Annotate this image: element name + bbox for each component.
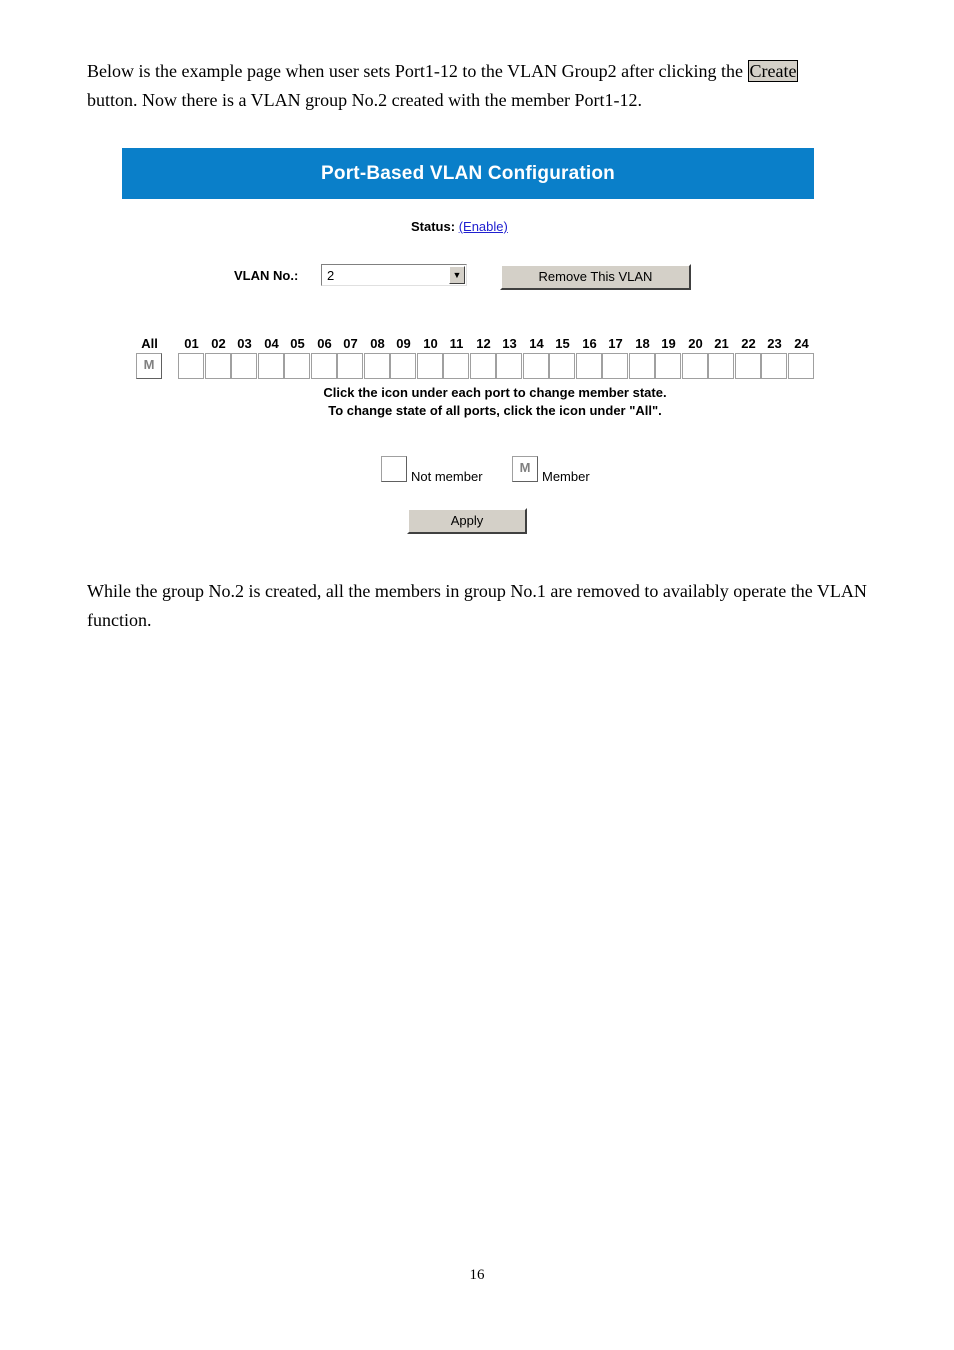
port-member-toggle[interactable] [761,353,787,379]
create-button-reference: Create [749,61,797,81]
vlan-label: VLAN No.: [234,268,299,283]
intro-text-2: button. Now there is a VLAN group No.2 created with the member Port1-12. [87,90,643,110]
port-label: 06 [317,336,332,351]
port-label: 15 [555,336,570,351]
port-member-toggle[interactable] [523,353,549,379]
port-member-toggle[interactable] [178,353,204,379]
port-label: 04 [264,336,279,351]
remove-vlan-button[interactable]: Remove This VLAN [500,264,691,290]
port-label: 02 [211,336,226,351]
port-label: 01 [184,336,199,351]
port-label: 24 [794,336,809,351]
port-member-toggle[interactable] [655,353,681,379]
port-member-toggle[interactable] [258,353,284,379]
status-label: Status: [411,219,456,234]
not-member-legend-label: Not member [411,469,483,484]
port-label: 08 [370,336,385,351]
port-member-toggle[interactable] [284,353,310,379]
status-row [411,219,508,234]
port-member-toggle[interactable] [735,353,761,379]
port-label: 16 [582,336,597,351]
port-member-toggle[interactable] [311,353,337,379]
intro-text: Below is the example page when user sets Port1-12 to the VLAN Group2 after clicking the [87,61,748,81]
port-member-toggle[interactable] [496,353,522,379]
all-label: All [141,336,158,351]
chevron-down-icon[interactable]: ▼ [449,266,465,284]
vlan-select-value: 2 [327,268,335,283]
port-label: 05 [290,336,305,351]
port-member-toggle[interactable] [470,353,496,379]
port-member-toggle[interactable] [788,353,814,379]
port-label: 10 [423,336,438,351]
port-label: 21 [714,336,729,351]
all-toggle-icon[interactable]: M [136,353,162,379]
port-member-toggle[interactable] [443,353,469,379]
port-label: 03 [237,336,252,351]
intro-paragraph [87,57,877,115]
port-label: 13 [502,336,517,351]
port-label: 07 [343,336,358,351]
port-label: 17 [608,336,623,351]
panel-title: Port-Based VLAN Configuration [122,148,814,199]
hint-line-2: To change state of all ports, click the icon under "All". [328,403,662,418]
port-member-toggle[interactable] [417,353,443,379]
port-member-toggle[interactable] [390,353,416,379]
not-member-legend-icon [381,456,407,482]
status-link[interactable]: (Enable) [458,219,508,234]
apply-button[interactable]: Apply [407,508,527,534]
port-member-toggle[interactable] [682,353,708,379]
port-label: 23 [767,336,782,351]
port-label: 11 [449,336,464,351]
port-label: 20 [688,336,703,351]
member-legend-label: Member [542,469,590,484]
port-member-toggle[interactable] [231,353,257,379]
outro-paragraph: While the group No.2 is created, all the members in group No.1 are removed to availably operate the VLAN function. [87,581,867,630]
port-member-toggle[interactable] [205,353,231,379]
port-member-toggle[interactable] [576,353,602,379]
page-number: 16 [469,1267,485,1283]
port-label: 12 [476,336,491,351]
port-label: 09 [396,336,411,351]
port-member-toggle[interactable] [629,353,655,379]
port-label: 22 [741,336,756,351]
port-label: 19 [661,336,676,351]
port-member-toggle[interactable] [364,353,390,379]
port-member-toggle[interactable] [337,353,363,379]
member-legend-icon: M [512,456,538,482]
port-member-toggle[interactable] [549,353,575,379]
port-member-toggle[interactable] [708,353,734,379]
port-label: 14 [529,336,544,351]
port-member-toggle[interactable] [602,353,628,379]
hint-line-1: Click the icon under each port to change member state. [323,385,667,400]
vlan-select[interactable] [321,264,467,286]
port-label: 18 [635,336,650,351]
